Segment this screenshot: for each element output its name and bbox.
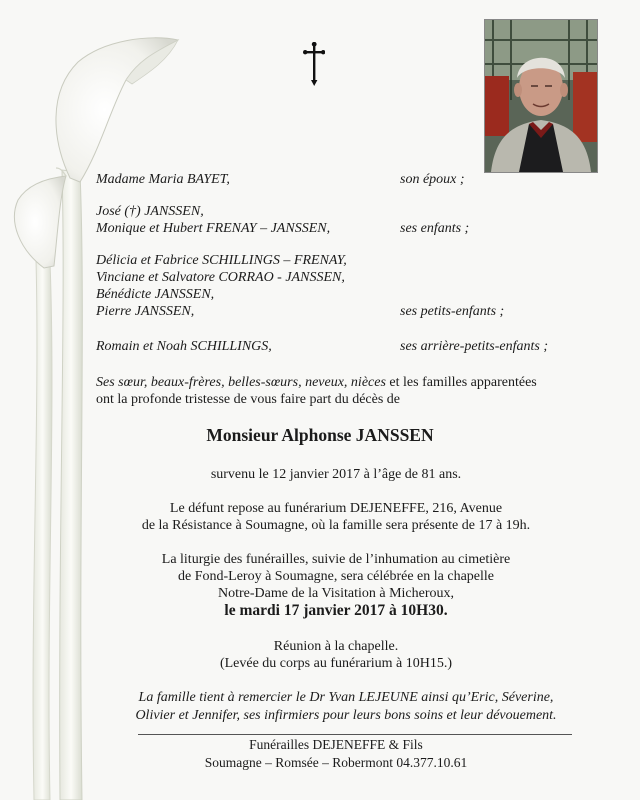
meeting-info	[96, 638, 576, 672]
liturgy-line: La liturgie des funérailles, suivie de l’inhumation au cimetière	[161, 552, 511, 567]
liturgy-date: le mardi 17 janvier 2017 à 10H30.	[224, 602, 448, 619]
family-name: Bénédicte JANSSEN,	[96, 287, 215, 302]
family-row	[96, 303, 596, 320]
meeting-line: Réunion à la chapelle.	[273, 639, 399, 654]
intro-line: ont la profonde tristesse de vous faire part du décès de	[96, 392, 401, 407]
intro-families: et les familles apparentées	[385, 375, 537, 390]
family-row	[96, 203, 596, 220]
family-list	[96, 171, 596, 355]
deceased-name: Monsieur Alphonse JANSSEN	[206, 425, 434, 445]
family-row	[96, 338, 596, 355]
funeral-home-contact: Soumagne – Romsée – Robermont 04.377.10.61	[204, 755, 468, 770]
portrait-image	[485, 20, 597, 172]
family-name: Délicia et Fabrice SCHILLINGS – FRENAY,	[96, 253, 347, 268]
liturgy-info	[96, 551, 576, 619]
family-name: Romain et Noah SCHILLINGS,	[96, 339, 272, 354]
liturgy-line: de Fond-Leroy à Soumagne, sera célébrée en la chapelle	[177, 569, 495, 584]
announcement-intro	[96, 374, 576, 408]
family-row	[96, 269, 596, 286]
family-relation: ses arrière-petits-enfants ;	[400, 339, 549, 354]
funeral-home-footer	[96, 736, 576, 772]
family-relation: ses enfants ;	[400, 221, 470, 236]
family-row	[96, 252, 596, 269]
family-name: Pierre JANSSEN,	[96, 304, 195, 319]
divider	[138, 734, 572, 735]
repose-info	[96, 500, 576, 534]
family-name: Madame Maria BAYET,	[96, 172, 230, 187]
family-relation: ses petits-enfants ;	[400, 304, 505, 319]
repose-line: de la Résistance à Soumagne, où la famille sera présente de 17 à 19h.	[141, 518, 531, 533]
intro-relatives: Ses sœur, beaux-frères, belles-sœurs, neveux, nièces	[96, 375, 386, 390]
family-row	[96, 171, 596, 188]
thanks-message	[96, 689, 596, 725]
family-name: Vinciane et Salvatore CORRAO - JANSSEN,	[96, 270, 345, 285]
funeral-home-name: Funérailles DEJENEFFE & Fils	[249, 737, 423, 752]
family-name: José (†) JANSSEN,	[96, 204, 204, 219]
thanks-line: La famille tient à remercier le Dr Yvan LEJEUNE ainsi qu’Eric, Séverine,	[138, 690, 554, 705]
portrait-photo	[484, 19, 598, 173]
meeting-line: (Levée du corps au funérarium à 10H15.)	[219, 656, 453, 671]
thanks-line: Olivier et Jennifer, ses infirmiers pour leurs bons soins et leur dévouement.	[135, 708, 557, 723]
family-row	[96, 220, 596, 237]
cross-icon	[303, 42, 325, 86]
liturgy-line: Notre-Dame de la Visitation à Micheroux,	[217, 586, 455, 601]
family-name: Monique et Hubert FRENAY – JANSSEN,	[96, 221, 331, 236]
repose-line: Le défunt repose au funérarium DEJENEFFE, 216, Avenue	[169, 501, 503, 516]
family-row	[96, 286, 596, 303]
death-date: survenu le 12 janvier 2017 à l’âge de 81 ans.	[210, 467, 462, 482]
family-relation: son époux ;	[400, 172, 465, 187]
